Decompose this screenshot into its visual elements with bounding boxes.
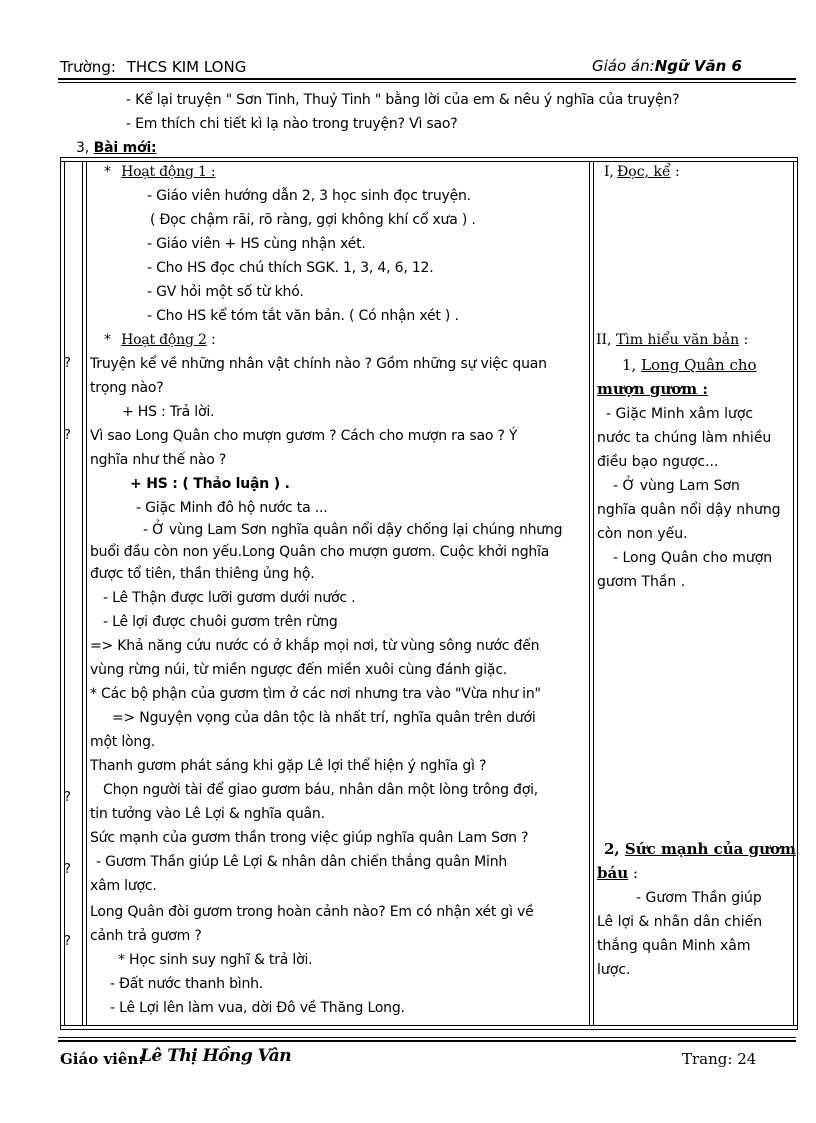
activity-1-line: - GV hỏi một số từ khó. — [147, 284, 304, 300]
right-line: - Ở vùng Lam Sơn — [613, 478, 740, 494]
body-line: => Khả năng cứu nước có ở khắp mọi nơi, từ vùng sông nước đến — [90, 638, 540, 654]
section-title: Bài mới: — [93, 140, 157, 156]
body-line: - Lê lợi được chuôi gươm trên rừng — [103, 614, 338, 630]
body-line: buổi đầu còn non yếu.Long Quân cho mượn gươm. Cuộc khởi nghĩa — [90, 544, 550, 560]
footer-rule-thick — [58, 1040, 796, 1042]
right-line: nghĩa quân nổi dậy nhưng — [597, 502, 781, 518]
question-mark: ? — [64, 862, 71, 877]
plan-label: Giáo án: — [592, 57, 655, 75]
question-mark: ? — [64, 790, 71, 805]
body-line: - Lê Lợi lên làm vua, dời Đô về Thăng Long. — [110, 1000, 405, 1016]
body-line: => Nguyện vọng của dân tộc là nhất trí, nghĩa quân trên dưới — [112, 710, 536, 726]
body-line: tin tưởng vào Lê Lợi & nghĩa quân. — [90, 806, 325, 822]
body-line: cảnh trả gươm ? — [90, 928, 202, 944]
question-mark: ? — [64, 356, 71, 371]
activity-1-star: * — [104, 164, 111, 180]
table-col-divider-2 — [86, 161, 87, 1026]
table-right-border-2 — [797, 157, 798, 1030]
body-line: Sức mạnh của gươm thần trong việc giúp nghĩa quân Lam Sơn ? — [90, 830, 529, 846]
right-section-2-heading — [596, 332, 748, 348]
header-rule-thin — [58, 82, 796, 83]
page-label: Trang: — [682, 1050, 733, 1068]
body-line: nghĩa như thế nào ? — [90, 452, 227, 468]
right-section-2-title: Tìm hiểu văn bản — [615, 332, 740, 348]
body-line: một lòng. — [90, 734, 156, 750]
right-subsection-1-heading — [622, 356, 757, 374]
right-line: còn non yếu. — [597, 526, 688, 542]
table-top-border-1 — [60, 157, 798, 158]
right-subsection-2-heading-line-2 — [597, 864, 638, 882]
table-col-divider-1 — [82, 161, 83, 1026]
body-line: - Đất nước thanh bình. — [110, 976, 264, 992]
body-line: + HS : Trả lời. — [122, 404, 215, 420]
activity-1-line: - Giáo viên hướng dẫn 2, 3 học sinh đọc truyện. — [147, 188, 471, 204]
teacher-label: Giáo viên: — [60, 1050, 144, 1068]
table-left-border-1 — [60, 157, 61, 1030]
right-line: điều bạo ngược... — [597, 454, 719, 470]
right-section-2-number: II, — [596, 332, 612, 348]
activity-1-line: - Giáo viên + HS cùng nhận xét. — [147, 236, 366, 252]
activity-2-star: * — [104, 332, 111, 348]
right-subsection-1-title-2: mượn gươm : — [597, 380, 708, 398]
activity-1-line: ( Đọc chậm rãi, rõ ràng, gợi không khí cổ xưa ) . — [150, 212, 476, 228]
table-left-border-2 — [64, 161, 65, 1026]
right-line: thắng quân Minh xâm — [597, 938, 751, 954]
school-name: THCS KIM LONG — [126, 58, 247, 76]
question-mark: ? — [64, 428, 71, 443]
right-subsection-2-number: 2, — [604, 840, 620, 858]
body-line: Chọn người tài để giao gươm báu, nhân dân một lòng trông đợi, — [103, 782, 539, 798]
intro-line-2: - Em thích chi tiết kì lạ nào trong truyện? Vì sao? — [126, 116, 458, 132]
right-line: - Long Quân cho mượn — [613, 550, 773, 566]
table-col-divider-3 — [589, 161, 590, 1026]
body-line: trọng nào? — [90, 380, 164, 396]
body-line: vùng rừng núi, từ miền ngược đến miền xuôi cùng đánh giặc. — [90, 662, 508, 678]
right-subsection-2-colon: : — [632, 864, 638, 882]
activity-1-line: - Cho HS kể tóm tắt văn bản. ( Có nhận xét ) . — [147, 308, 459, 324]
activity-1-line: - Cho HS đọc chú thích SGK. 1, 3, 4, 6, 12. — [147, 260, 434, 276]
section-heading — [76, 140, 156, 156]
header-school — [60, 58, 246, 76]
right-subsection-2-heading — [604, 840, 796, 858]
table-bottom-border-1 — [60, 1025, 798, 1026]
footer-rule-thin — [58, 1037, 796, 1038]
table-top-border-2 — [60, 161, 798, 162]
right-line: nước ta chúng làm nhiều — [597, 430, 772, 446]
right-section-2-colon: : — [743, 332, 749, 348]
body-line: Truyện kể về những nhân vật chính nào ? Gồm những sự việc quan — [90, 356, 547, 372]
question-mark: ? — [64, 934, 71, 949]
right-section-1-colon: : — [675, 164, 680, 180]
activity-2-title: Hoạt động 2 — [121, 332, 207, 348]
activity-1-title: Hoạt động 1 : — [121, 164, 216, 180]
body-line: Thanh gươm phát sáng khi gặp Lê lợi thể hiện ý nghĩa gì ? — [90, 758, 487, 774]
right-line: gươm Thần . — [597, 574, 686, 590]
header-plan — [592, 57, 742, 75]
activity-2-colon: : — [210, 332, 216, 348]
section-number: 3, — [76, 140, 89, 156]
page-number: 24 — [737, 1050, 757, 1068]
right-line: - Gươm Thần giúp — [636, 890, 762, 906]
right-subsection-1-title-1: Long Quân cho — [641, 356, 757, 374]
school-label: Trường: — [60, 58, 116, 76]
teacher-signature: Lê Thị Hồng Vân — [140, 1046, 292, 1066]
right-line: - Giặc Minh xâm lược — [606, 406, 754, 422]
body-line: - Gươm Thần giúp Lê Lợi & nhân dân chiến thắng quân Minh — [96, 854, 508, 870]
body-line: Vì sao Long Quân cho mượn gươm ? Cách cho mượn ra sao ? Ý — [90, 428, 518, 444]
body-line: - Giặc Minh đô hộ nước ta ... — [136, 500, 328, 516]
activity-2-heading — [104, 332, 215, 348]
right-section-1-number: I, — [604, 164, 614, 180]
body-line: - Ở vùng Lam Sơn nghĩa quân nổi dậy chống lại chúng nhưng — [143, 522, 563, 538]
activity-1-heading — [104, 164, 215, 180]
body-line: * Các bộ phận của gươm tìm ở các nơi nhưng tra vào "Vừa như in" — [90, 686, 541, 702]
right-line: lược. — [597, 962, 631, 978]
body-line: được tổ tiên, thần thiêng ủng hộ. — [90, 566, 315, 582]
right-subsection-2-title-2: báu — [597, 864, 629, 882]
plan-subject: Ngữ Văn 6 — [654, 57, 742, 75]
intro-line-1: - Kể lại truyện " Sơn Tinh, Thuỷ Tinh " bằng lời của em & nêu ý nghĩa của truyện? — [126, 92, 680, 108]
right-subsection-2-title-1: Sức mạnh của gươm — [624, 840, 796, 858]
body-line: Long Quân đòi gươm trong hoàn cảnh nào? Em có nhận xét gì về — [90, 904, 534, 920]
right-line: Lê lợi & nhân dân chiến — [597, 914, 763, 930]
table-bottom-border-2 — [60, 1029, 798, 1030]
page-indicator — [682, 1050, 756, 1068]
header-rule-thick — [58, 78, 796, 80]
body-line: - Lê Thận được lưỡi gươm dưới nước . — [103, 590, 356, 606]
body-line: + HS : ( Thảo luận ) . — [130, 476, 290, 492]
table-col-divider-4 — [593, 161, 594, 1026]
body-line: xâm lược. — [90, 878, 157, 894]
right-section-1-heading — [604, 164, 680, 180]
table-right-border-1 — [793, 161, 794, 1026]
body-line: * Học sinh suy nghĩ & trả lời. — [118, 952, 313, 968]
right-section-1-title: Đọc, kể — [616, 164, 671, 180]
right-subsection-1-number: 1, — [622, 356, 637, 374]
